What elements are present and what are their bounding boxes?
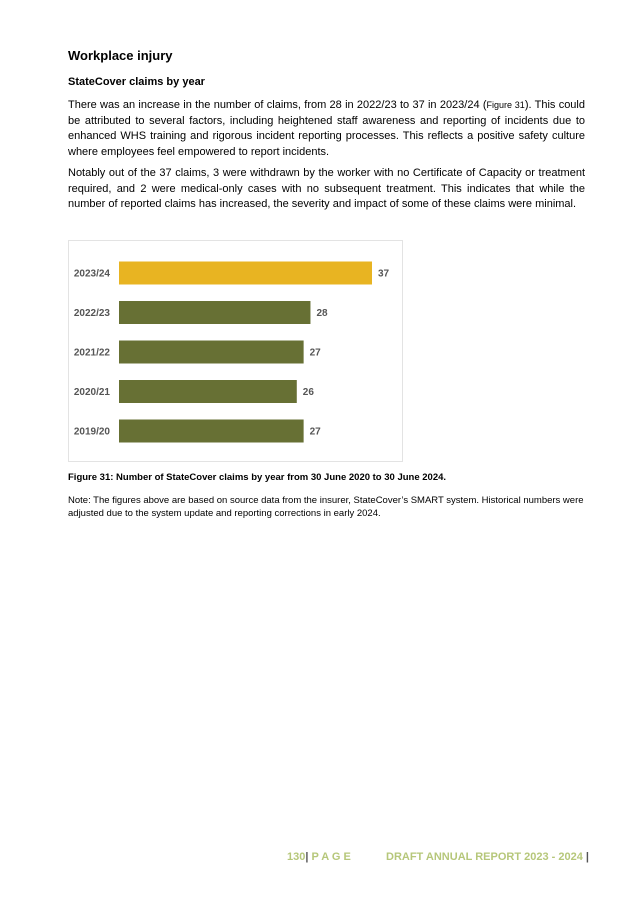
value-label: 27 (309, 347, 321, 359)
bar-2022/23 (119, 301, 310, 324)
figure-reference: Figure 31 (486, 100, 525, 110)
intro-text-continued: ). This could be attributed to several factors, including heightened staff awareness and reporting of incidents due to enhanced WHS training and rigorous incident reporting processes. This reflects a positive safety culture where employees feel empowered to report incidents. (68, 99, 585, 158)
intro-text: There was an increase in the number of claims, from 28 in 2022/23 to 37 in 2023/24 ( (68, 99, 487, 111)
report-title: DRAFT ANNUAL REPORT 2023 - 2024 (386, 851, 583, 863)
bar-2023/24 (119, 262, 372, 285)
claims-bar-chart (69, 241, 402, 461)
bar-2020/21 (119, 380, 297, 403)
page-label: P A G E (311, 851, 351, 863)
category-label: 2020/21 (73, 387, 110, 398)
claims-detail-paragraph: Notably out of the 37 claims, 3 were withdrawn by the worker with no Certificate of Capacity or treatment required, and 2 were medical-only cases with no subsequent treatment. This indicates that while the number of reported claims has increased, the severity and impact of some of these claims were minimal. (68, 167, 585, 210)
value-label: 26 (302, 387, 314, 398)
category-label: 2022/23 (73, 308, 110, 319)
value-label: 28 (316, 308, 328, 319)
section-subheading: StateCover claims by year (68, 76, 205, 88)
figure-caption: Figure 31: Number of StateCover claims by year from 30 June 2020 to 30 June 2024. (68, 472, 447, 483)
footer-report: DRAFT ANNUAL REPORT 2023 - 2024 | (386, 851, 589, 863)
bar-2019/20 (119, 420, 304, 443)
bar-2021/22 (119, 341, 304, 364)
category-label: 2023/24 (73, 268, 110, 280)
category-label: 2019/20 (73, 426, 110, 438)
value-label: 27 (309, 426, 321, 438)
section-heading: Workplace injury (68, 48, 173, 63)
value-label: 37 (378, 268, 390, 280)
figure-note: Note: The figures above are based on source data from the insurer, StateCover’s SMART system. Historical numbers were adjusted due to the system update and reporting corrections in early 2024. (68, 495, 584, 519)
intro-paragraph (68, 98, 585, 160)
claims-chart (68, 240, 403, 462)
category-label: 2021/22 (73, 347, 110, 359)
footer-page: 130| P A G E (287, 851, 351, 863)
page-number: 130 (287, 851, 306, 863)
